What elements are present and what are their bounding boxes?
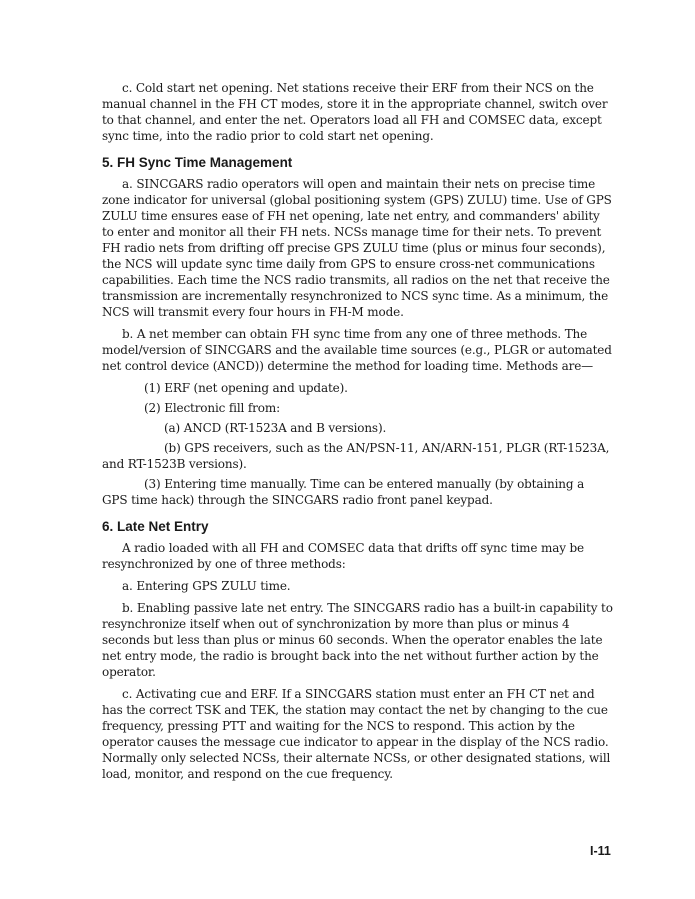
method-2b: (b) GPS receivers, such as the AN/PSN-11, AN/ARN-151, PLGR (RT-1523A, and RT-1523B versions).	[102, 441, 610, 471]
section-6-paragraph-a: a. Entering GPS ZULU time.	[122, 579, 291, 593]
document-body	[102, 80, 613, 788]
section-6-paragraph-c: c. Activating cue and ERF. If a SINCGARS station must enter an FH CT net and has the correct TSK and TEK, the station may contact the net by changing to the cue frequency, pressing PTT and waiting for the NCS to respond. This action by the operator causes the message cue indicator to appear in the display of the NCS radio. Normally only selected NCSs, their alternate NCSs, or other designated stations, will load, monitor, and respond on the cue frequency.	[102, 687, 611, 781]
page-number: I-11	[590, 844, 611, 858]
section-5-paragraph-b: b. A net member can obtain FH sync time from any one of three methods. The model/version of SINCGARS and the available time sources (e.g., PLGR or automated net control device (ANCD)) determine the method for loading time. Methods are—	[102, 327, 612, 373]
method-2a: (a) ANCD (RT-1523A and B versions).	[164, 421, 387, 435]
section-5-heading: 5. FH Sync Time Management	[102, 155, 293, 170]
section-6-paragraph-b: b. Enabling passive late net entry. The SINCGARS radio has a built-in capability to resynchronize itself when out of synchronization by more than plus or minus 4 seconds but less than plus or minus 60 seconds. When the operator enables the late net entry mode, the radio is brought back into the net without further action by the operator.	[102, 601, 613, 679]
method-2: (2) Electronic fill from:	[144, 401, 280, 415]
paragraph-cold-start: c. Cold start net opening. Net stations receive their ERF from their NCS on the manual channel in the FH CT modes, store it in the appropriate channel, switch over to that channel, and enter the net. Operators load all FH and COMSEC data, except sync time, into the radio prior to cold start net opening.	[102, 81, 608, 143]
section-6-intro: A radio loaded with all FH and COMSEC data that drifts off sync time may be resynchronized by one of three methods:	[102, 541, 585, 571]
method-1: (1) ERF (net opening and update).	[144, 381, 348, 395]
section-5-paragraph-a: a. SINCGARS radio operators will open and maintain their nets on precise time zone indicator for universal (global positioning system (GPS) ZULU) time. Use of GPS ZULU time ensures ease of FH net opening, late net entry, and commanders' ability to enter and monitor all their FH nets. NCSs manage time for their nets. To prevent FH radio nets from drifting off precise GPS ZULU time (plus or minus four seconds), the NCS will update sync time daily from GPS to ensure cross-net communications capabilities. Each time the NCS radio transmits, all radios on the net that receive the transmission are incrementally resynchronized to NCS sync time. As a minimum, the NCS will transmit every four hours in FH-M mode.	[102, 177, 612, 319]
section-6-heading: 6. Late Net Entry	[102, 519, 209, 534]
method-3: (3) Entering time manually. Time can be entered manually (by obtaining a GPS time hack) through the SINCGARS radio front panel keypad.	[102, 477, 585, 507]
